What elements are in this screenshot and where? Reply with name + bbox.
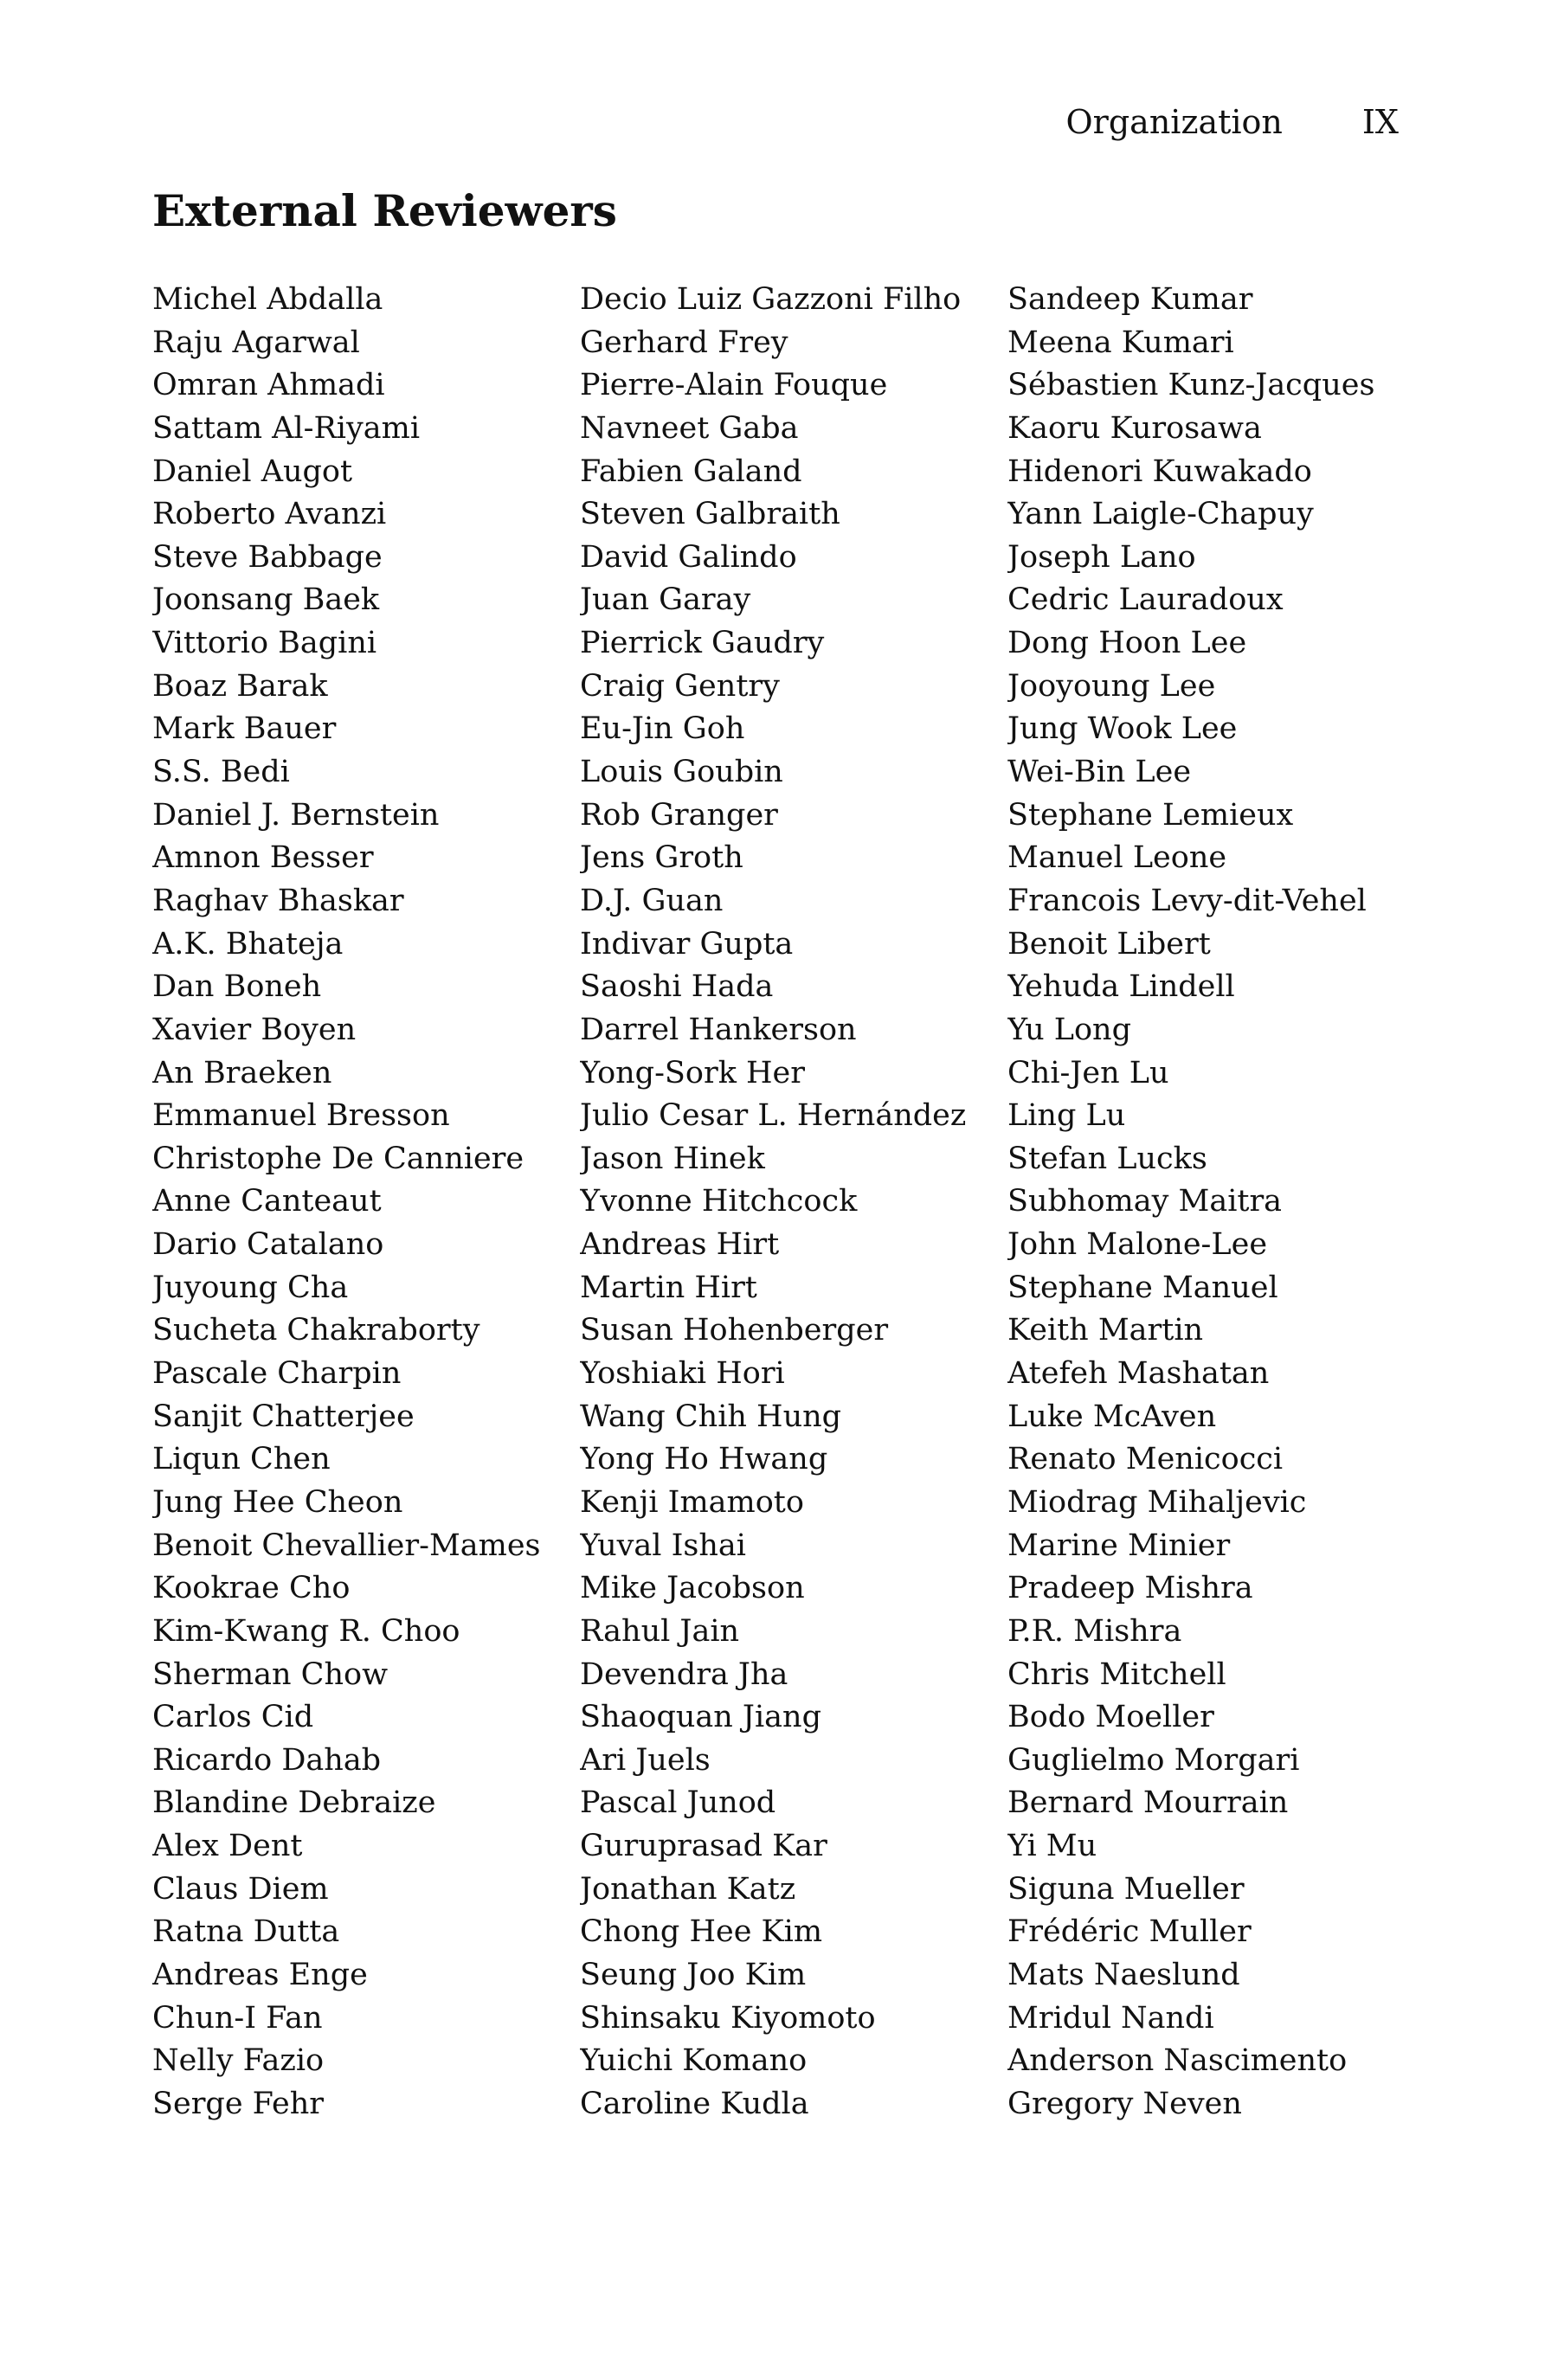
reviewer-name: Ratna Dutta	[152, 1914, 340, 1950]
reviewer-name: Indivar Gupta	[580, 926, 794, 962]
reviewer-name: Rob Granger	[580, 797, 778, 833]
reviewer-name: Rahul Jain	[580, 1613, 740, 1649]
reviewer-name: Devendra Jha	[580, 1656, 788, 1692]
reviewer-name: Luke McAven	[1007, 1399, 1217, 1434]
reviewer-name: Chi-Jen Lu	[1007, 1055, 1169, 1090]
reviewer-name: Chris Mitchell	[1007, 1656, 1226, 1692]
reviewer-name: Bernard Mourrain	[1007, 1785, 1289, 1821]
reviewer-name: Pascale Charpin	[152, 1356, 402, 1392]
reviewer-columns	[152, 279, 1399, 2126]
reviewer-name: Hidenori Kuwakado	[1007, 453, 1312, 489]
reviewer-name: Joseph Lano	[1007, 539, 1196, 575]
reviewer-name: Sucheta Chakraborty	[152, 1313, 480, 1348]
reviewer-name: Atefeh Mashatan	[1007, 1356, 1270, 1392]
reviewer-column-1	[152, 279, 580, 2126]
reviewer-name: Kaoru Kurosawa	[1007, 410, 1262, 446]
reviewer-name: Mark Bauer	[152, 711, 337, 747]
reviewer-name: Yi Mu	[1007, 1829, 1097, 1864]
reviewer-name: Francois Levy-dit-Vehel	[1007, 883, 1367, 918]
reviewer-name: Benoit Libert	[1007, 926, 1211, 962]
running-header-section: Organization	[1065, 103, 1283, 141]
reviewer-name: Renato Menicocci	[1007, 1442, 1284, 1477]
reviewer-name: Ricardo Dahab	[152, 1742, 382, 1778]
reviewer-name: Stephane Lemieux	[1007, 797, 1294, 833]
reviewer-name: Carlos Cid	[152, 1700, 314, 1735]
reviewer-name: Liqun Chen	[152, 1442, 331, 1477]
page-number: IX	[1361, 103, 1399, 141]
reviewer-name: Nelly Fazio	[152, 2043, 325, 2079]
reviewer-name: Dong Hoon Lee	[1007, 626, 1247, 661]
reviewer-name: Jens Groth	[580, 840, 743, 876]
reviewer-name: Chun-I Fan	[152, 2000, 323, 2036]
reviewer-name: Xavier Boyen	[152, 1012, 357, 1047]
reviewer-name: Serge Fehr	[152, 2086, 325, 2121]
reviewer-name: Andreas Enge	[152, 1957, 368, 1992]
reviewer-name: Yann Laigle-Chapuy	[1007, 497, 1314, 532]
reviewer-name: Pascal Junod	[580, 1785, 776, 1821]
reviewer-name: Juan Garay	[580, 582, 751, 618]
reviewer-name: Roberto Avanzi	[152, 497, 387, 532]
reviewer-name: Susan Hohenberger	[580, 1313, 889, 1348]
reviewer-name: Claus Diem	[152, 1871, 329, 1907]
reviewer-name: Kookrae Cho	[152, 1571, 351, 1606]
reviewer-name: David Galindo	[580, 539, 797, 575]
reviewer-name: Stephane Manuel	[1007, 1270, 1278, 1305]
reviewer-name: Gerhard Frey	[580, 325, 788, 360]
reviewer-name: Christophe De Canniere	[152, 1141, 525, 1176]
reviewer-name: Jason Hinek	[580, 1141, 765, 1176]
reviewer-name: Raghav Bhaskar	[152, 883, 404, 918]
reviewer-name: Boaz Barak	[152, 668, 328, 704]
reviewer-name: Guglielmo Morgari	[1007, 1742, 1300, 1778]
reviewer-name: Anderson Nascimento	[1007, 2043, 1348, 2079]
reviewer-name: Manuel Leone	[1007, 840, 1227, 876]
reviewer-name: Mike Jacobson	[580, 1571, 805, 1606]
reviewer-name: Meena Kumari	[1007, 325, 1234, 360]
reviewer-name: Wang Chih Hung	[580, 1399, 842, 1434]
reviewer-name: An Braeken	[152, 1055, 332, 1090]
reviewer-name: Omran Ahmadi	[152, 368, 385, 403]
reviewer-name: Cedric Lauradoux	[1007, 582, 1284, 618]
reviewer-name: Alex Dent	[152, 1829, 303, 1864]
reviewer-name: Jonathan Katz	[580, 1871, 796, 1907]
reviewer-name: Eu-Jin Goh	[580, 711, 745, 747]
reviewer-name: Amnon Besser	[152, 840, 374, 876]
reviewer-name: S.S. Bedi	[152, 755, 290, 790]
reviewer-name: Jung Hee Cheon	[152, 1484, 403, 1520]
reviewer-name: Chong Hee Kim	[580, 1914, 823, 1950]
reviewer-name: Yu Long	[1007, 1012, 1131, 1047]
reviewer-name: Craig Gentry	[580, 668, 780, 704]
reviewer-name: Jung Wook Lee	[1007, 711, 1238, 747]
reviewer-name: Emmanuel Bresson	[152, 1098, 450, 1134]
reviewer-name: Steve Babbage	[152, 539, 383, 575]
reviewer-name: Vittorio Bagini	[152, 626, 377, 661]
reviewer-name: Daniel J. Bernstein	[152, 797, 440, 833]
reviewer-name: Dario Catalano	[152, 1227, 384, 1263]
reviewer-name: Pierre-Alain Fouque	[580, 368, 888, 403]
reviewer-name: Blandine Debraize	[152, 1785, 436, 1821]
reviewer-name: Siguna Mueller	[1007, 1871, 1245, 1907]
reviewer-name: D.J. Guan	[580, 883, 724, 918]
reviewer-name: Andreas Hirt	[580, 1227, 780, 1263]
reviewer-name: Shaoquan Jiang	[580, 1700, 821, 1735]
reviewer-name: Kim-Kwang R. Choo	[152, 1613, 460, 1649]
reviewer-name: Mats Naeslund	[1007, 1957, 1240, 1992]
reviewer-name: Decio Luiz Gazzoni Filho	[580, 282, 962, 317]
reviewer-name: Wei-Bin Lee	[1007, 755, 1192, 790]
reviewer-name: Anne Canteaut	[152, 1184, 382, 1219]
reviewer-name: Bodo Moeller	[1007, 1700, 1214, 1735]
reviewer-name: Yuval Ishai	[580, 1528, 746, 1563]
reviewer-name: Stefan Lucks	[1007, 1141, 1207, 1176]
reviewer-name: Michel Abdalla	[152, 282, 383, 317]
reviewer-name: Jooyoung Lee	[1007, 668, 1216, 704]
reviewer-name: Joonsang Baek	[152, 582, 380, 618]
running-header	[1066, 102, 1399, 142]
reviewer-name: Martin Hirt	[580, 1270, 757, 1305]
reviewer-name: Julio Cesar L. Hernández	[580, 1098, 967, 1134]
reviewer-name: Juyoung Cha	[152, 1270, 349, 1305]
reviewer-name: Sébastien Kunz-Jacques	[1007, 368, 1375, 403]
reviewer-name: Sattam Al-Riyami	[152, 410, 421, 446]
reviewer-name: Raju Agarwal	[152, 325, 360, 360]
reviewer-name: Louis Goubin	[580, 755, 783, 790]
reviewer-name: Benoit Chevallier-Mames	[152, 1528, 541, 1563]
reviewer-name: Steven Galbraith	[580, 497, 840, 532]
reviewer-name: John Malone-Lee	[1007, 1227, 1268, 1263]
reviewer-name: Kenji Imamoto	[580, 1484, 804, 1520]
reviewer-name: Yong Ho Hwang	[580, 1442, 828, 1477]
reviewer-name: Yehuda Lindell	[1007, 969, 1235, 1005]
reviewer-name: Miodrag Mihaljevic	[1007, 1484, 1307, 1520]
reviewer-name: Pierrick Gaudry	[580, 626, 825, 661]
reviewer-name: Frédéric Muller	[1007, 1914, 1252, 1950]
reviewer-name: Yoshiaki Hori	[580, 1356, 785, 1392]
reviewer-name: Yong-Sork Her	[580, 1055, 805, 1090]
reviewer-name: Sherman Chow	[152, 1656, 389, 1692]
reviewer-name: Navneet Gaba	[580, 410, 799, 446]
reviewer-name: Ari Juels	[580, 1742, 711, 1778]
reviewer-name: Dan Boneh	[152, 969, 322, 1005]
reviewer-name: Daniel Augot	[152, 453, 353, 489]
reviewer-name: Sanjit Chatterjee	[152, 1399, 415, 1434]
section-title: External Reviewers	[152, 185, 617, 236]
reviewer-column-3	[1007, 279, 1399, 2126]
reviewer-column-2	[580, 279, 1007, 2126]
reviewer-name: Fabien Galand	[580, 453, 802, 489]
reviewer-name: Ling Lu	[1007, 1098, 1126, 1134]
reviewer-name: Sandeep Kumar	[1007, 282, 1253, 317]
reviewer-name: Caroline Kudla	[580, 2086, 809, 2121]
reviewer-name: Gregory Neven	[1007, 2086, 1242, 2121]
reviewer-name: Yuichi Komano	[580, 2043, 808, 2079]
reviewer-name: Shinsaku Kiyomoto	[580, 2000, 876, 2036]
reviewer-name: Guruprasad Kar	[580, 1829, 827, 1864]
reviewer-name: Yvonne Hitchcock	[580, 1184, 858, 1219]
reviewer-name: Seung Joo Kim	[580, 1957, 807, 1992]
reviewer-name: Marine Minier	[1007, 1528, 1231, 1563]
reviewer-name: Mridul Nandi	[1007, 2000, 1214, 2036]
reviewer-name: Pradeep Mishra	[1007, 1571, 1253, 1606]
reviewer-name: A.K. Bhateja	[152, 926, 344, 962]
reviewer-name: Subhomay Maitra	[1007, 1184, 1283, 1219]
reviewer-name: P.R. Mishra	[1007, 1613, 1182, 1649]
reviewer-name: Saoshi Hada	[580, 969, 774, 1005]
reviewer-name: Darrel Hankerson	[580, 1012, 857, 1047]
reviewer-name: Keith Martin	[1007, 1313, 1204, 1348]
